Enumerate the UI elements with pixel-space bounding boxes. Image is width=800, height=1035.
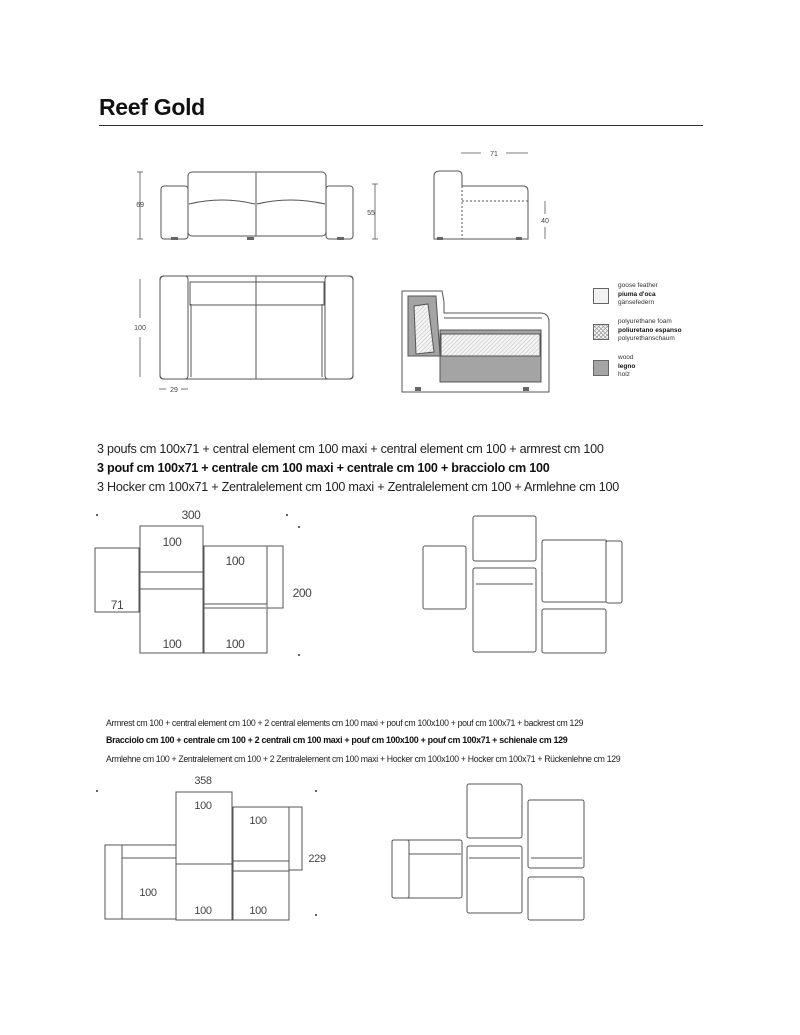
config1-label-bottom-right: 100 [225,637,245,651]
config2-depth-label: 229 [308,853,326,865]
config1-width-label: 300 [181,508,201,522]
foam-swatch [593,324,609,340]
config2-label-right: 100 [249,815,267,827]
config1-label-top: 100 [162,535,182,549]
legend-feather-en: goose feather [618,282,658,289]
legend-foam-en: polyurethane foam [618,318,672,325]
legend-foam-it: poliuretano espanso [618,326,682,334]
front-seat-height-label: 55 [367,210,375,217]
legend-feather-de: gänsefedern [618,299,655,307]
material-legend [590,282,750,390]
config2-label-bottom-right: 100 [249,905,267,917]
config2-desc-de: Armlehne cm 100 + Zentralelement cm 100 + 2 Zentralelement cm 100 maxi + Hocker cm 100x100 + Hocker cm 100x71 + Rückenlehne cm 129 [106,753,621,764]
config1-desc-en: 3 poufs cm 100x71 + central element cm 100 maxi + central element cm 100 + armrest cm 100 [97,442,604,456]
config2-label-top: 100 [194,800,212,812]
feather-swatch [593,288,609,304]
config1-label-right: 100 [225,554,245,568]
plan-arm-width-label: 29 [170,387,178,394]
config1-label-left: 71 [110,598,124,612]
legend-feather-it: piuma d'oca [618,290,656,298]
config2-width-label: 358 [194,775,212,787]
legend-item-foam [590,318,750,352]
side-view [434,171,528,240]
config1-description [97,442,619,499]
config1-label-bottom-left: 100 [162,637,182,651]
config2-label-bottom-left: 100 [194,905,212,917]
legend-foam-de: polyurethanschaum [618,335,675,343]
side-seat-height-label: 40 [541,218,549,225]
legend-wood-de: holz [618,371,630,379]
wood-swatch [593,360,609,376]
config2-description [106,717,620,771]
config2-label-left: 100 [139,887,157,899]
plan-depth-label: 100 [134,325,146,332]
front-view [161,172,353,240]
legend-wood-it: legno [618,362,636,370]
legend-item-wood [590,354,750,388]
config2-drawing [0,770,800,930]
legend-item-feather [590,282,750,316]
plan-view [160,276,353,379]
config1-drawing [0,500,800,670]
legend-wood-en: wood [618,354,634,361]
config1-desc-de: 3 Hocker cm 100x71 + Zentralelement cm 100 maxi + Zentralelement cm 100 + Armlehne cm 100 [97,480,619,494]
config2-desc-en: Armrest cm 100 + central element cm 100 + 2 central elements cm 100 maxi + pouf cm 100x100 + pouf cm 100x71 + backrest cm 129 [106,717,584,728]
config2-desc-it: Bracciolo cm 100 + centrale cm 100 + 2 centrali cm 100 maxi + pouf cm 100x100 + pouf cm 100x71 + schienale cm 129 [106,735,568,746]
page-title: Reef Gold [99,94,205,120]
config1-desc-it: 3 pouf cm 100x71 + centrale cm 100 maxi + centrale cm 100 + bracciolo cm 100 [97,461,550,475]
side-depth-label: 71 [490,151,498,158]
section-view [402,291,549,392]
front-height-label: 69 [136,202,144,209]
config1-depth-label: 200 [292,586,312,600]
